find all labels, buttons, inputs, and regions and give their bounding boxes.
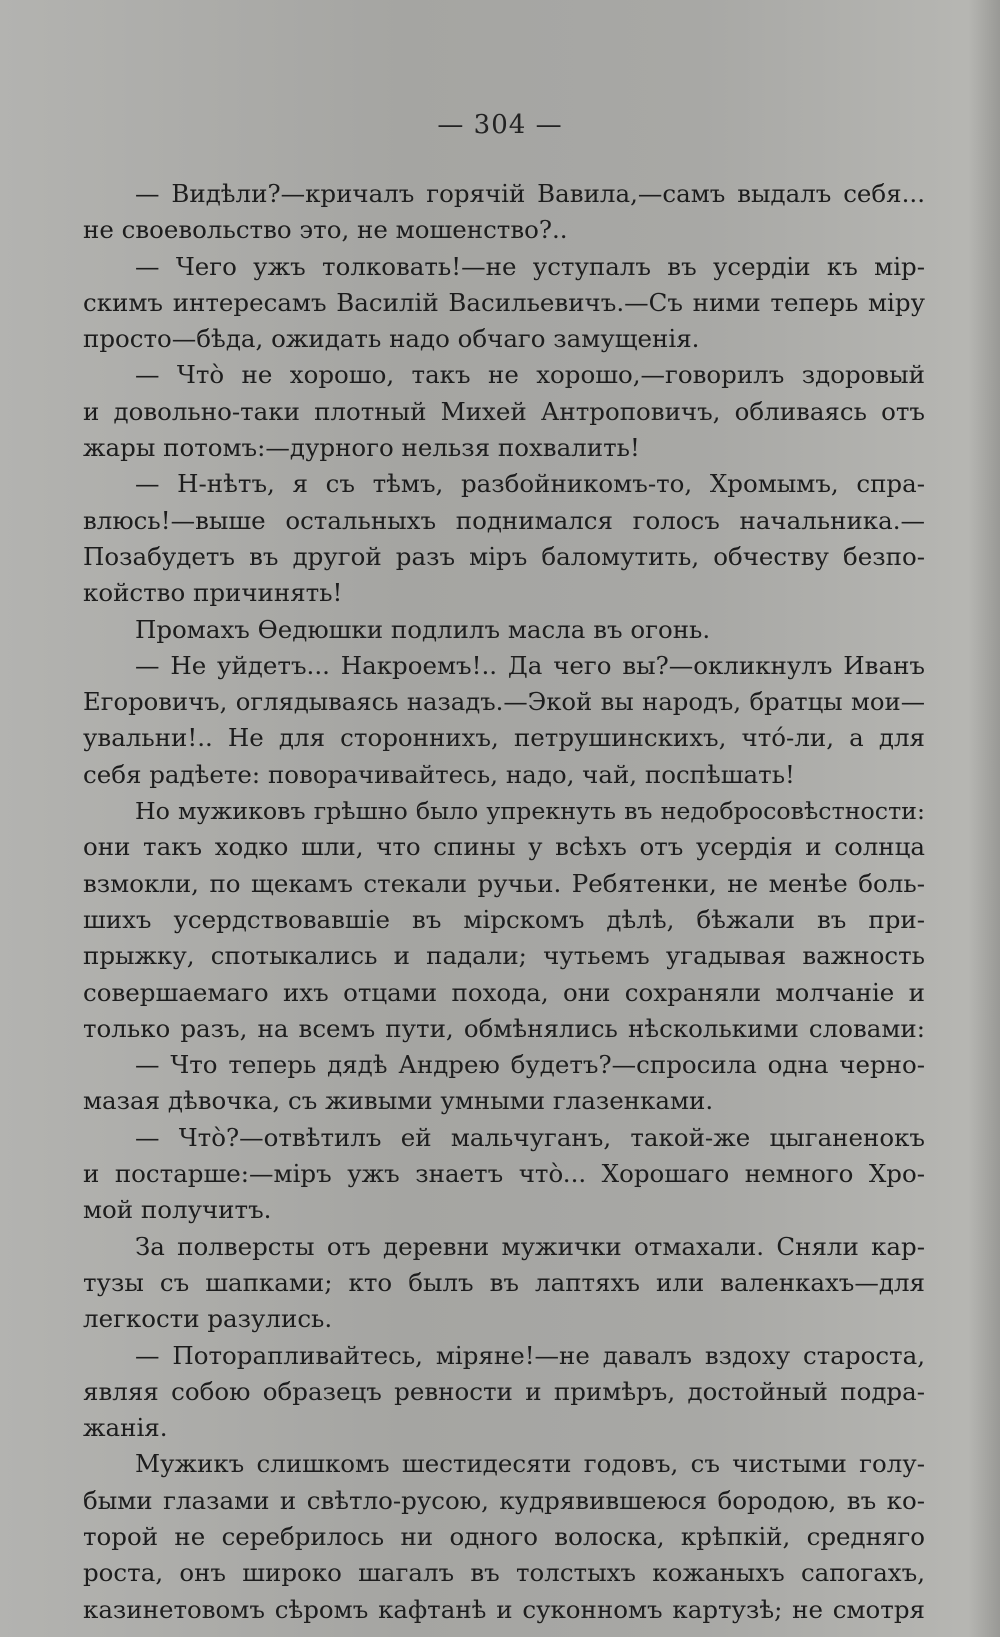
text-line: — Н-нѣтъ, я съ тѣмъ, разбойникомъ-то, Хромымъ, спра- [135,469,925,499]
text-line: жары потомъ:—дурного нельзя похвалить! [83,433,640,463]
text-line: — Чтò не хорошо, такъ не хорошо,—говорилъ здоровый [135,360,925,390]
text-line: мазая дѣвочка, съ живыми умными глазенками. [83,1086,714,1116]
text-line: Позабудетъ въ другой разъ міръ баломутить, обчеству безпо- [83,541,925,571]
page-number: — 304 — [437,110,563,140]
text-line: прыжку, спотыкались и падали; чутьемъ угадывая важность [83,941,925,971]
page-edge-shadow [968,0,1000,1637]
text-line: жанія. [83,1413,168,1443]
text-line: койство причинять! [83,578,343,608]
text-line: Но мужиковъ грѣшно было упрекнуть въ недобросовѣстности: [135,797,925,826]
text-line: торой не серебрилось ни одного волоска, крѣпкій, средняго [83,1521,925,1551]
text-line: — Поторапливайтесь, міряне!—не давалъ вздоху староста, [135,1340,925,1370]
text-line: совершаемаго ихъ отцами похода, они сохраняли молчаніе и [83,977,925,1007]
text-line: Мужикъ слишкомъ шестидесяти годовъ, съ чистыми голу- [135,1449,925,1479]
text-line: — Что теперь дядѣ Андрею будетъ?—спросила одна черно- [135,1050,925,1080]
text-line: — Чего ужъ толковать!—не уступалъ въ усердіи къ мір- [135,251,925,281]
text-line: не своевольство это, не мошенство?.. [83,215,568,245]
text-line: — Видѣли?—кричалъ горячій Вавила,—самъ выдалъ себя... [135,179,925,208]
text-line: они такъ ходко шли, что спины у всѣхъ отъ усердія и солнца [83,832,925,862]
text-line: тузы съ шапками; кто былъ въ лаптяхъ или валенкахъ—для [83,1267,925,1297]
text-line: увальни!.. Не для стороннихъ, петрушинскихъ, чтó-ли, а для [83,723,925,753]
text-line: просто—бѣда, ожидать надо обчаго замущенія. [83,324,700,354]
text-line: Промахъ Ѳедюшки подлилъ масла въ огонь. [135,614,711,644]
text-line: взмокли, по щекамъ стекали ручьи. Ребятенки, не менѣе боль- [83,868,925,898]
text-line: и постарше:—міръ ужъ знаетъ чтò... Хорошаго немного Хро- [83,1159,925,1189]
text-line: роста, онъ широко шагалъ въ толстыхъ кожаныхъ сапогахъ, [83,1558,925,1588]
text-line: быми глазами и свѣтло-русою, кудрявившеюся бородою, въ ко- [83,1485,925,1515]
text-line: и довольно-таки плотный Михей Антроповичъ, обливаясь отъ [83,396,925,426]
body-text [83,176,925,1628]
text-line: себя радѣете: поворачивайтесь, надо, чай, поспѣшать! [83,759,795,789]
text-line: казинетовомъ сѣромъ кафтанѣ и суконномъ картузѣ; не смотря [83,1594,925,1624]
text-line: шихъ усердствовавшіе въ мірскомъ дѣлѣ, бѣжали въ при- [83,904,925,934]
text-line: влюсь!—выше остальныхъ поднимался голосъ начальника.— [83,505,925,535]
text-line: легкости разулись. [83,1304,333,1334]
text-line: — Не уйдетъ... Накроемъ!.. Да чего вы?—окликнулъ Иванъ [135,650,925,680]
text-line: являя собою образецъ ревности и примѣръ, достойный подра- [83,1376,925,1406]
text-line: — Чтò?—отвѣтилъ ей мальчуганъ, такой-же цыганенокъ [135,1122,925,1152]
text-line: Егоровичъ, оглядываясь назадъ.—Экой вы народъ, братцы мои— [83,687,925,717]
text-line: мой получитъ. [83,1195,272,1225]
text-line: только разъ, на всемъ пути, обмѣнялись нѣсколькими словами: [83,1013,925,1043]
text-line: За полверсты отъ деревни мужички отмахали. Сняли кар- [135,1231,925,1261]
text-line: скимъ интересамъ Василій Васильевичъ.—Съ ними теперь міру [83,287,925,317]
